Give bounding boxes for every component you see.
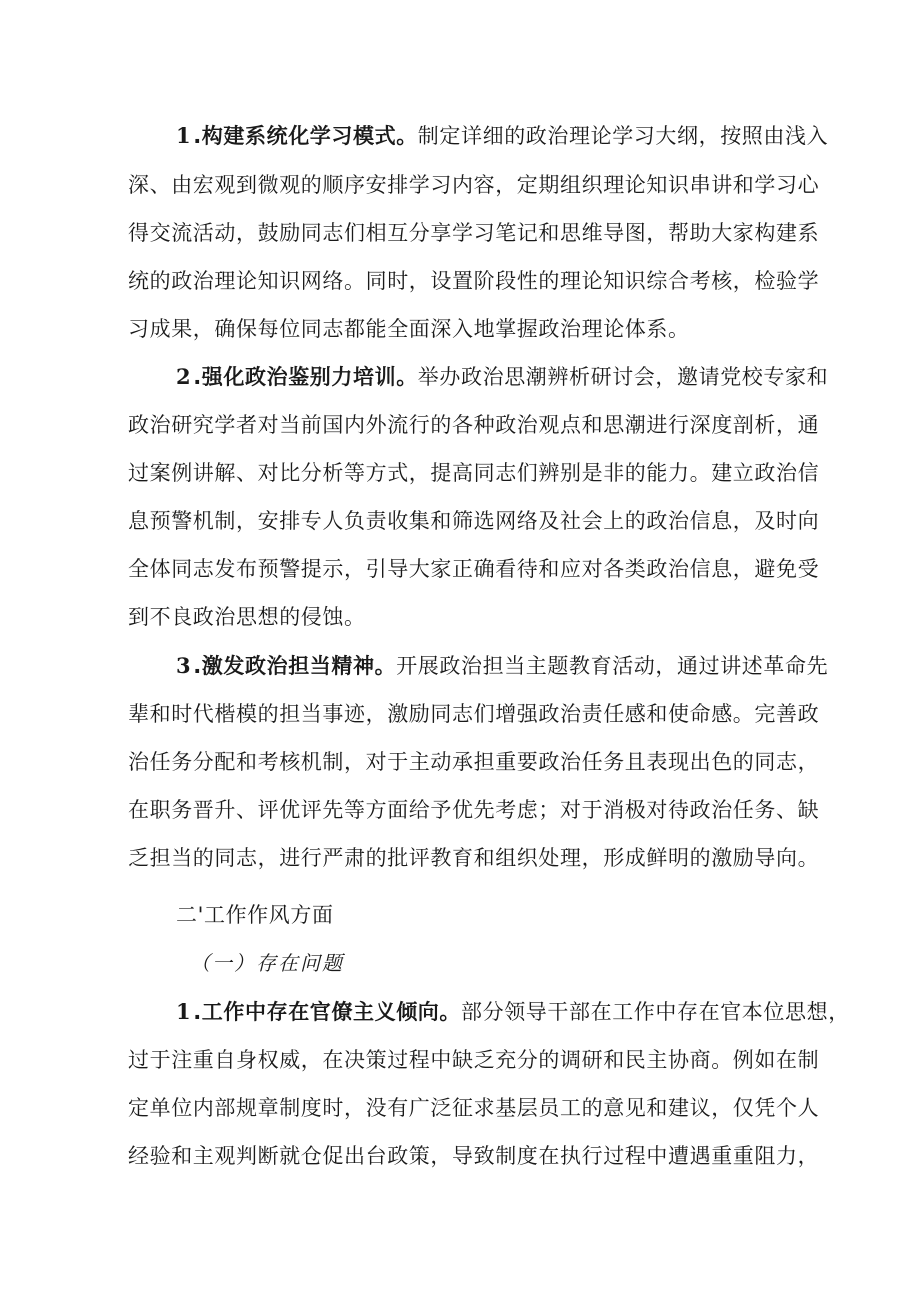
- paragraph-4-line: 过于注重自身权威，在决策过程中缺乏充分的调研和民主协商。例如在制: [128, 1048, 820, 1072]
- paragraph-text: 制定详细的政治理论学习大纲，按照由浅入: [417, 124, 829, 148]
- paragraph-number: 1: [176, 999, 192, 1024]
- paragraph-2-line: 政治研究学者对当前国内外流行的各种政治观点和思潮进行深度剖析，通: [128, 413, 820, 437]
- paragraph-text: 举办政治思潮辨析研讨会，邀请党校专家和: [417, 365, 829, 389]
- paragraph-4-first-line: [176, 997, 850, 1027]
- section-heading: 二'工作作风方面: [176, 903, 334, 927]
- paragraph-1-first-line: [176, 121, 828, 151]
- paragraph-3-line: 乏担当的同志，进行严肃的批评教育和组织处理，形成鲜明的激励导向。: [128, 846, 820, 870]
- paragraph-1-line: 统的政治理论知识网络。同时，设置阶段性的理论知识综合考核，检验学: [128, 269, 820, 293]
- sub-heading: （一）存在问题: [190, 951, 344, 975]
- paragraph-2-line: 息预警机制，安排专人负责收集和筛选网络及社会上的政治信息，及时向: [128, 509, 820, 533]
- paragraph-lead: .激发政治担当精神。: [193, 654, 397, 678]
- paragraph-lead: .构建系统化学习模式。: [193, 124, 418, 148]
- paragraph-text: 部分领导干部在工作中存在官本位思想，: [461, 1000, 850, 1024]
- paragraph-3-line: 治任务分配和考核机制，对于主动承担重要政治任务且表现出色的同志，: [128, 750, 820, 774]
- paragraph-lead: .工作中存在官僚主义倾向。: [193, 1000, 461, 1024]
- paragraph-3-line: 辈和时代楷模的担当事迹，激励同志们增强政治责任感和使命感。完善政: [128, 702, 820, 726]
- paragraph-2-first-line: [176, 362, 828, 392]
- paragraph-number: 1: [176, 123, 192, 148]
- paragraph-2-line: 过案例讲解、对比分析等方式，提高同志们辨别是非的能力。建立政治信: [128, 461, 820, 485]
- paragraph-3-line: 在职务晋升、评优评先等方面给予优先考虑；对于消极对待政治任务、缺: [128, 798, 820, 822]
- paragraph-1-line: 深、由宏观到微观的顺序安排学习内容，定期组织理论知识串讲和学习心: [128, 173, 820, 197]
- paragraph-2-line: 到不良政治思想的侵蚀。: [128, 605, 366, 629]
- paragraph-text: 开展政治担当主题教育活动，通过讲述革命先: [396, 654, 829, 678]
- paragraph-1-line: 得交流活动，鼓励同志们相互分享学习笔记和思维导图，帮助大家构建系: [128, 221, 820, 245]
- paragraph-4-line: 定单位内部规章制度时，没有广泛征求基层员工的意见和建议，仅凭个人: [128, 1096, 820, 1120]
- paragraph-lead: .强化政治鉴别力培训。: [193, 365, 418, 389]
- paragraph-3-first-line: [176, 651, 828, 681]
- paragraph-number: 3: [176, 653, 192, 678]
- paragraph-1-line: 习成果，确保每位同志都能全面深入地掌握政治理论体系。: [128, 317, 690, 341]
- paragraph-number: 2: [176, 364, 192, 389]
- paragraph-2-line: 全体同志发布预警提示，引导大家正确看待和应对各类政治信息，避免受: [128, 557, 820, 581]
- paragraph-4-line: 经验和主观判断就仓促出台政策，导致制度在执行过程中遭遇重重阻力，: [128, 1144, 820, 1168]
